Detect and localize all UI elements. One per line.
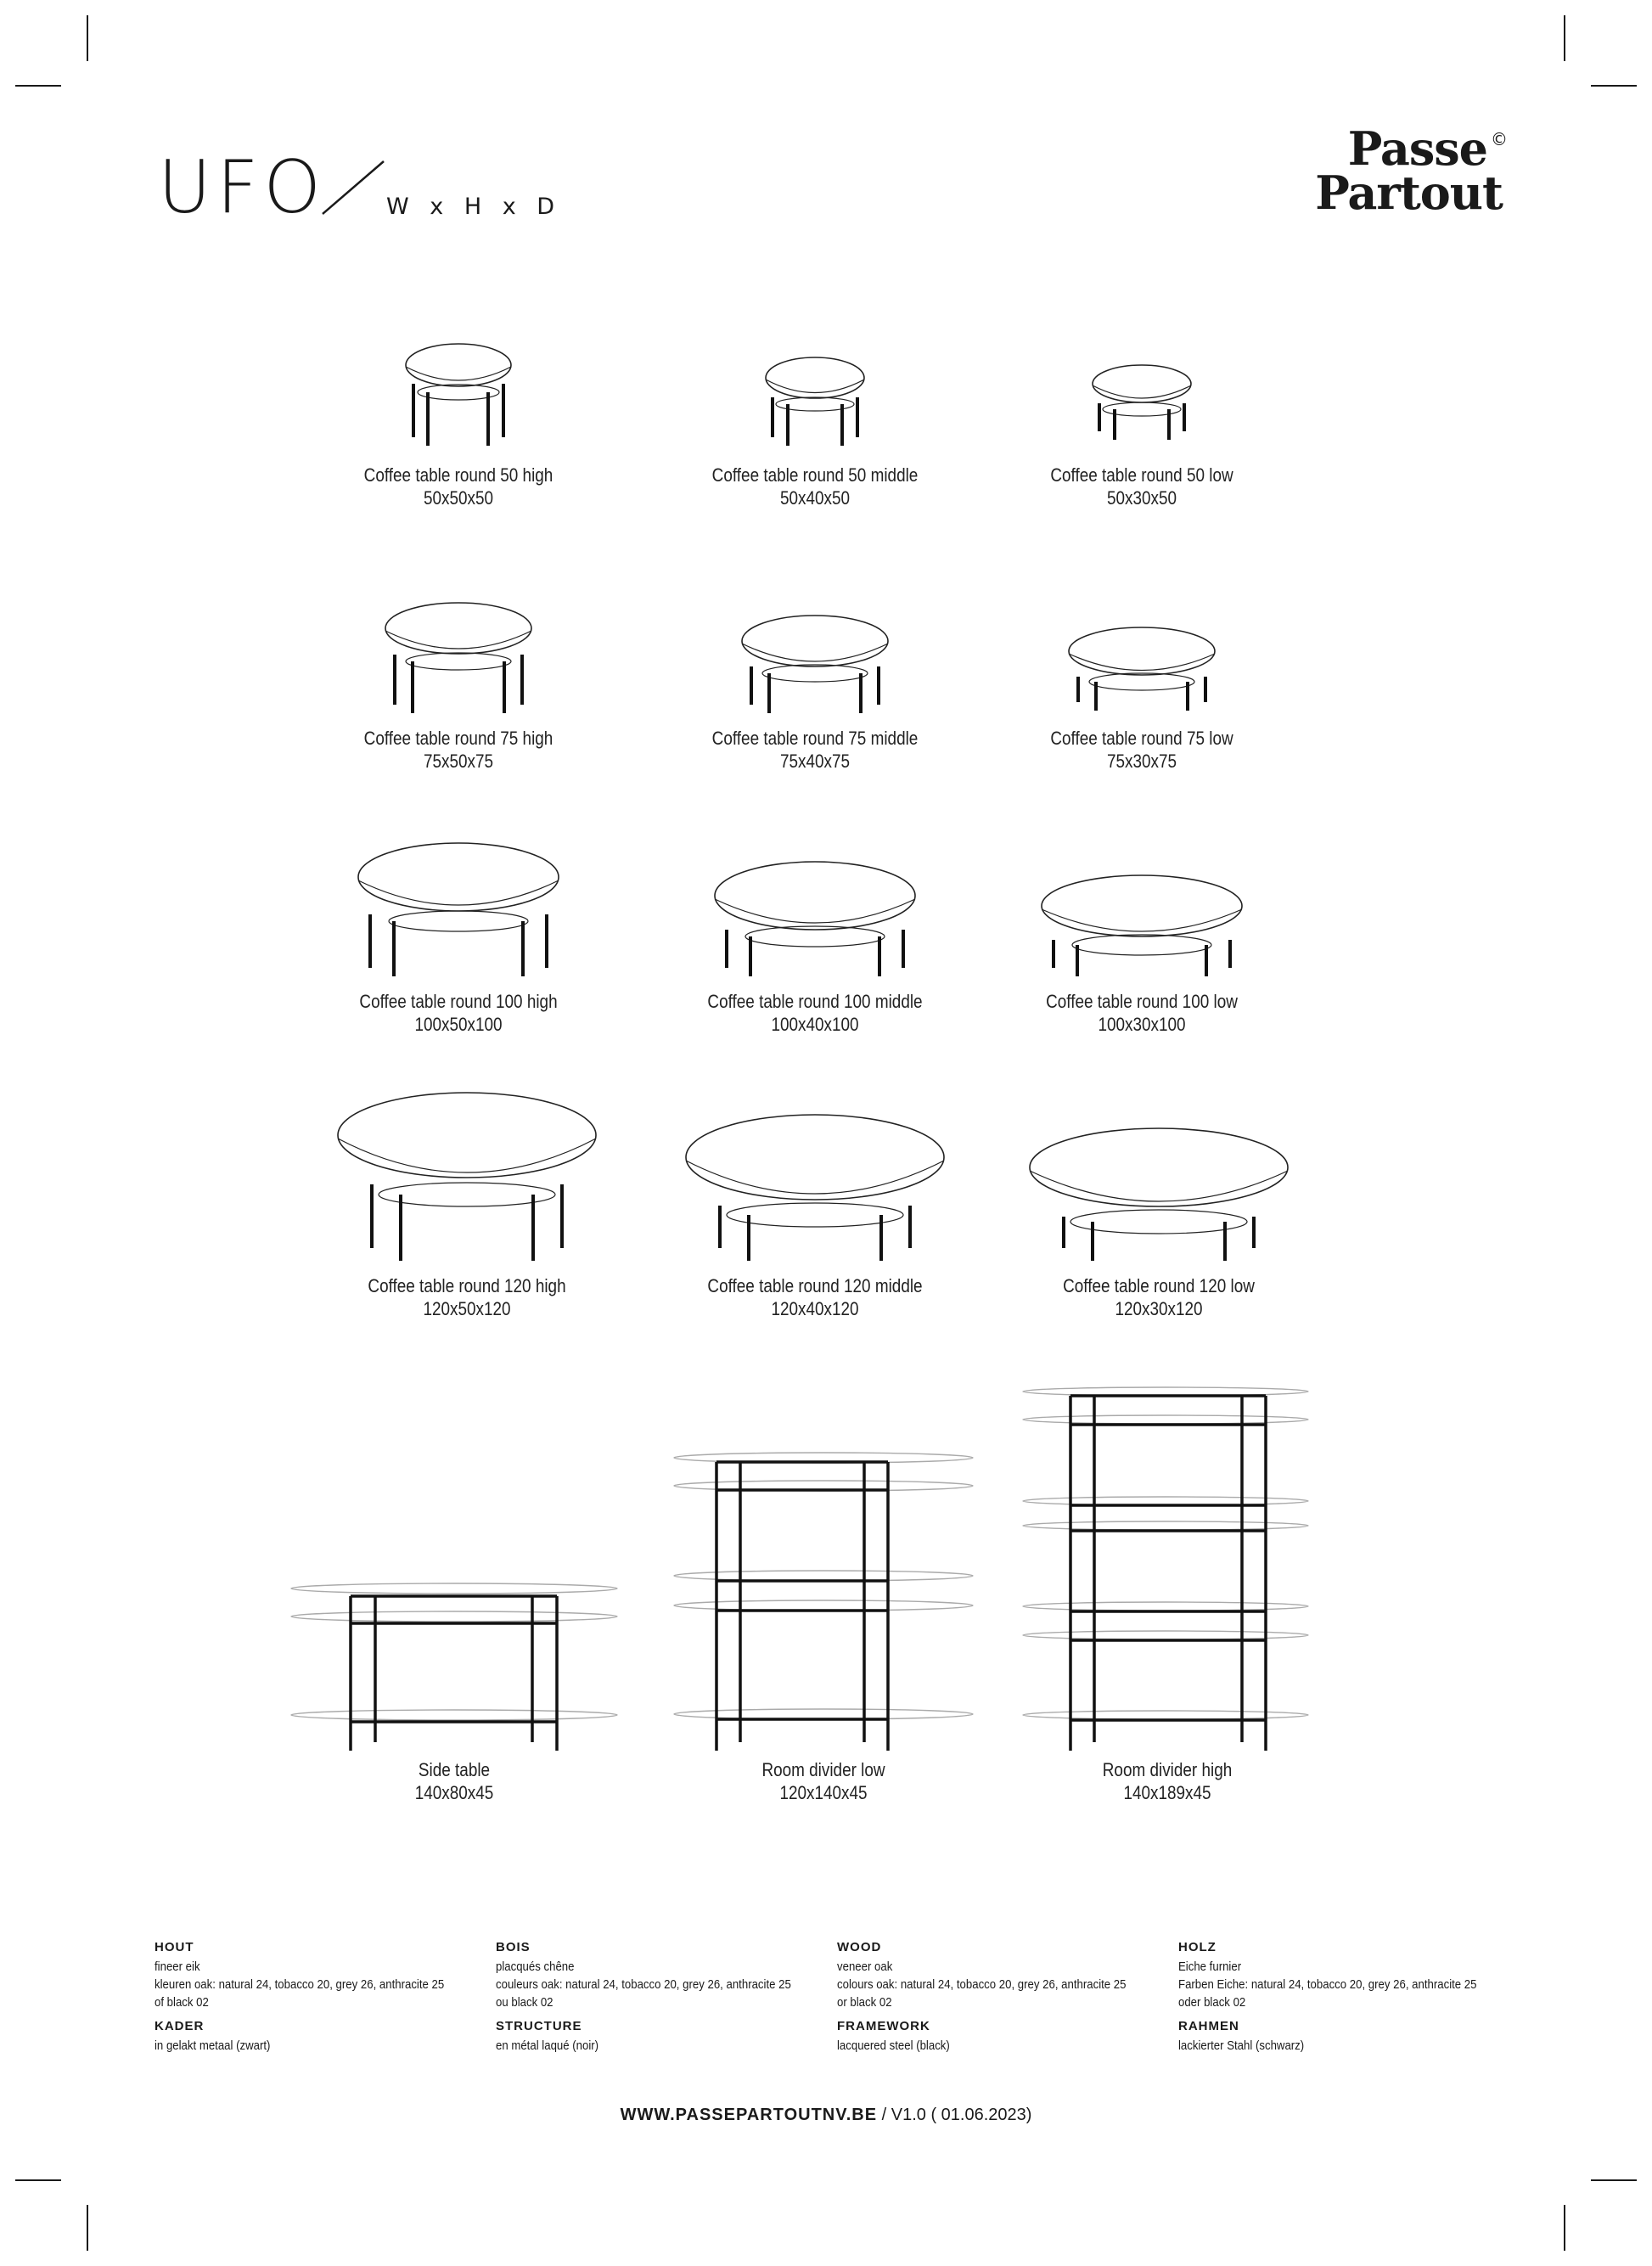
crop-mark [15, 2179, 61, 2181]
coffee-table-drawing [331, 340, 586, 467]
frame-heading: RAHMEN [1178, 2019, 1239, 2033]
material-heading: WOOD [837, 1940, 882, 1954]
logo-line-2: Partout [1315, 166, 1503, 220]
material-text: of black 02 [155, 1995, 209, 2010]
product-size: 140x189x45 [1123, 1782, 1211, 1803]
coffee-table-drawing [688, 836, 942, 993]
coffee-table-drawing [1014, 836, 1269, 993]
product-name: Coffee table round 75 high [363, 728, 553, 749]
coffee-table-drawing [688, 340, 942, 467]
materials-nl [155, 1940, 494, 2055]
frame-text: en métal laqué (noir) [496, 2038, 599, 2053]
materials-fr [496, 1940, 835, 2055]
product-size: 120x40x120 [771, 1298, 859, 1319]
page-title: UFO [158, 145, 327, 230]
material-text: or black 02 [837, 1995, 892, 2010]
side-table-drawing [284, 1571, 624, 1753]
material-text: placqués chêne [496, 1960, 575, 1974]
room-divider-high-drawing [1014, 1384, 1320, 1753]
product-name: Coffee table round 50 low [1050, 464, 1233, 486]
product-card [688, 599, 942, 773]
crop-mark [1591, 85, 1637, 87]
product-name: Coffee table round 120 middle [707, 1275, 923, 1296]
coffee-table-drawing [1023, 1082, 1295, 1278]
material-text: colours oak: natural 24, tobacco 20, grey 26, anthracite 25 [837, 1977, 1127, 1992]
product-size: 120x140x45 [779, 1782, 868, 1803]
coffee-table-drawing [331, 1082, 603, 1278]
copyright-icon: © [1491, 129, 1508, 149]
product-card [331, 1082, 603, 1320]
material-text: Farben Eiche: natural 24, tobacco 20, grey 26, anthracite 25 [1178, 1977, 1477, 1992]
crop-mark [15, 85, 61, 87]
frame-text: in gelakt metaal (zwart) [155, 2038, 271, 2053]
product-card [1014, 836, 1269, 1036]
materials-de [1178, 1940, 1518, 2055]
dimension-legend: W x H x D [386, 194, 562, 220]
coffee-table-drawing [331, 599, 586, 730]
frame-heading: FRAMEWORK [837, 2019, 930, 2033]
product-card [1023, 1082, 1295, 1320]
coffee-table-drawing [1014, 599, 1269, 730]
product-card [1014, 599, 1269, 773]
product-size: 100x40x100 [771, 1014, 859, 1035]
title-slash [321, 160, 385, 216]
crop-mark [1564, 15, 1565, 61]
product-name: Coffee table round 100 low [1046, 991, 1238, 1012]
crop-mark [87, 15, 88, 61]
room-divider-low-drawing [671, 1443, 976, 1753]
coffee-table-drawing [331, 836, 586, 993]
product-card [331, 340, 586, 509]
frame-heading: STRUCTURE [496, 2019, 582, 2033]
material-text: couleurs oak: natural 24, tobacco 20, grey 26, anthracite 25 [496, 1977, 791, 1992]
product-size: 120x30x120 [1115, 1298, 1203, 1319]
product-name: Coffee table round 50 high [363, 464, 553, 486]
product-card [688, 836, 942, 1036]
product-card [671, 1443, 976, 1804]
materials-en [837, 1940, 1177, 2055]
product-name: Room divider low [761, 1759, 885, 1780]
product-size: 120x50x120 [423, 1298, 511, 1319]
product-name: Coffee table round 120 high [368, 1275, 566, 1296]
product-card [284, 1571, 624, 1804]
product-name: Coffee table round 120 low [1063, 1275, 1255, 1296]
product-card [331, 836, 586, 1036]
product-name: Coffee table round 100 middle [707, 991, 923, 1012]
frame-heading: KADER [155, 2019, 205, 2033]
product-name: Coffee table round 75 middle [711, 728, 919, 749]
product-size: 50x30x50 [1106, 487, 1177, 509]
logo-line-1: Passe [1347, 121, 1487, 176]
product-size: 100x30x100 [1098, 1014, 1186, 1035]
material-heading: BOIS [496, 1940, 531, 1954]
material-text: oder black 02 [1178, 1995, 1246, 2010]
product-size: 140x80x45 [414, 1782, 494, 1803]
product-card [1014, 1384, 1320, 1804]
footer [0, 2106, 1652, 2125]
product-size: 50x50x50 [423, 487, 494, 509]
product-name: Side table [418, 1759, 491, 1780]
material-text: veneer oak [837, 1960, 893, 1974]
material-text: fineer eik [155, 1960, 200, 1974]
product-card [1014, 340, 1269, 509]
product-name: Room divider high [1102, 1759, 1233, 1780]
product-name: Coffee table round 100 high [359, 991, 558, 1012]
material-heading: HOLZ [1178, 1940, 1217, 1954]
crop-mark [1564, 2205, 1565, 2251]
material-heading: HOUT [155, 1940, 194, 1954]
coffee-table-drawing [688, 599, 942, 730]
website-link[interactable]: WWW.PASSEPARTOUTNV.BE [620, 2106, 878, 2124]
brand-logo [1290, 121, 1508, 228]
frame-text: lackierter Stahl (schwarz) [1178, 2038, 1305, 2053]
product-card [331, 599, 586, 773]
product-size: 75x50x75 [423, 751, 494, 772]
material-text: Eiche furnier [1178, 1960, 1242, 1974]
material-text: kleuren oak: natural 24, tobacco 20, grey 26, anthracite 25 [155, 1977, 445, 1992]
coffee-table-drawing [679, 1082, 951, 1278]
product-card [679, 1082, 951, 1320]
version-text: / V1.0 ( 01.06.2023) [881, 2106, 1032, 2124]
crop-mark [1591, 2179, 1637, 2181]
frame-text: lacquered steel (black) [837, 2038, 950, 2053]
product-name: Coffee table round 50 middle [711, 464, 919, 486]
product-size: 50x40x50 [779, 487, 851, 509]
product-size: 75x40x75 [779, 751, 851, 772]
product-size: 75x30x75 [1106, 751, 1177, 772]
product-card [688, 340, 942, 509]
product-size: 100x50x100 [414, 1014, 503, 1035]
material-text: ou black 02 [496, 1995, 553, 2010]
crop-mark [87, 2205, 88, 2251]
coffee-table-drawing [1014, 340, 1269, 467]
product-name: Coffee table round 75 low [1050, 728, 1233, 749]
